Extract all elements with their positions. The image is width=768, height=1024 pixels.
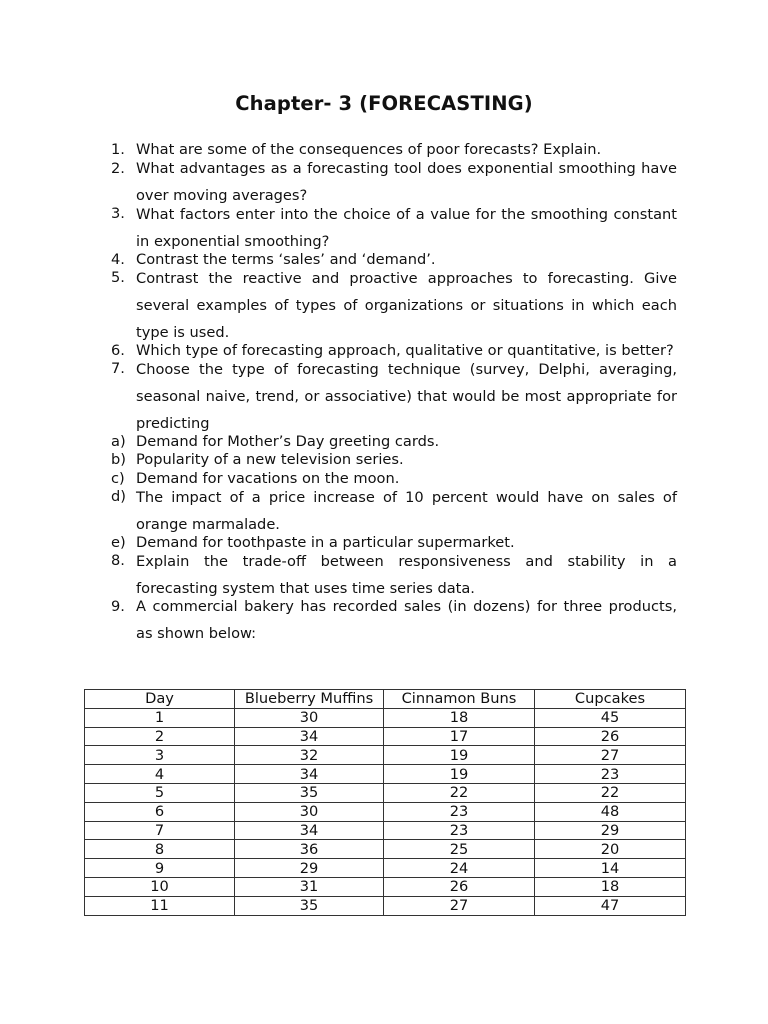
question-text: Contrast the terms ‘sales’ and ‘demand’. (136, 250, 436, 268)
table-row (85, 783, 686, 802)
question-number: 7. (111, 360, 125, 377)
cupcakes-cell: 20 (535, 840, 686, 859)
blueberry-muffins-cell: 35 (235, 783, 384, 802)
question-text: Choose the type of forecasting technique (survey, Delphi, averaging, seasonal naive, trend, or associative) that would be most appropriate for predicting (136, 360, 677, 432)
blueberry-muffins-cell: 29 (235, 859, 384, 878)
table-header-row (85, 690, 686, 709)
blueberry-muffins-cell: 34 (235, 765, 384, 784)
cinnamon-buns-cell: 23 (384, 821, 535, 840)
cinnamon-buns-cell: 26 (384, 877, 535, 896)
question-text: Contrast the reactive and proactive approaches to forecasting. Give several examples of types of organizations or situations in which each type is used. (136, 269, 677, 341)
question-number: 2. (111, 159, 125, 177)
question-number: 6. (111, 341, 125, 359)
table-row (85, 896, 686, 915)
day-cell: 5 (85, 783, 235, 802)
sub-question-letter: e) (111, 533, 126, 551)
blueberry-muffins-cell: 35 (235, 896, 384, 915)
sub-question-text: Demand for vacations on the moon. (136, 469, 400, 487)
sub-question-text: Popularity of a new television series. (136, 451, 404, 468)
blueberry-muffins-cell: 32 (235, 746, 384, 765)
cupcakes-cell: 23 (535, 765, 686, 784)
question-item (111, 269, 677, 342)
cinnamon-buns-cell: 25 (384, 840, 535, 859)
question-number: 5. (111, 269, 125, 286)
day-cell: 4 (85, 765, 235, 784)
cinnamon-buns-cell: 17 (384, 727, 535, 746)
table-row (85, 859, 686, 878)
blueberry-muffins-cell: 36 (235, 840, 384, 859)
cinnamon-buns-cell: 23 (384, 802, 535, 821)
blueberry-muffins-cell: 34 (235, 727, 384, 746)
column-header-day: Day (85, 690, 235, 709)
cupcakes-cell: 22 (535, 783, 686, 802)
question-number: 3. (111, 205, 125, 222)
column-header-blueberry-muffins: Blueberry Muffins (235, 690, 384, 709)
cinnamon-buns-cell: 22 (384, 783, 535, 802)
day-cell: 11 (85, 896, 235, 915)
question-text: Which type of forecasting approach, qualitative or quantitative, is better? (136, 342, 674, 360)
day-cell: 1 (85, 708, 235, 727)
question-text: What advantages as a forecasting tool does exponential smoothing have over moving averages? (136, 160, 677, 205)
question-number: 1. (111, 141, 125, 158)
cupcakes-cell: 27 (535, 746, 686, 765)
question-text: What are some of the consequences of poor forecasts? Explain. (136, 141, 602, 158)
question-number: 4. (111, 250, 125, 268)
cinnamon-buns-cell: 19 (384, 765, 535, 784)
cinnamon-buns-cell: 18 (384, 708, 535, 727)
column-header-cupcakes: Cupcakes (535, 690, 686, 709)
table-row (85, 708, 686, 727)
day-cell: 9 (85, 859, 235, 878)
table-row (85, 765, 686, 784)
question-text: A commercial bakery has recorded sales (in dozens) for three products, as shown below: (136, 598, 677, 643)
table-row (85, 840, 686, 859)
day-cell: 3 (85, 746, 235, 765)
question-item (111, 598, 677, 644)
table-row (85, 821, 686, 840)
question-text: What factors enter into the choice of a value for the smoothing constant in exponential smoothing? (136, 205, 677, 250)
day-cell: 2 (85, 727, 235, 746)
day-cell: 7 (85, 821, 235, 840)
cinnamon-buns-cell: 27 (384, 896, 535, 915)
blueberry-muffins-cell: 30 (235, 802, 384, 821)
cinnamon-buns-cell: 24 (384, 859, 535, 878)
blueberry-muffins-cell: 34 (235, 821, 384, 840)
bakery-sales-table (84, 689, 686, 916)
question-item (111, 160, 677, 206)
page-title: Chapter- 3 (FORECASTING) (235, 92, 533, 115)
day-cell: 8 (85, 840, 235, 859)
table-row (85, 746, 686, 765)
question-list (111, 141, 677, 643)
cupcakes-cell: 26 (535, 727, 686, 746)
cinnamon-buns-cell: 19 (384, 746, 535, 765)
table-row (85, 877, 686, 896)
table-row (85, 727, 686, 746)
sub-question-text: The impact of a price increase of 10 percent would have on sales of orange marmalade. (136, 488, 677, 533)
sub-question-letter: b) (111, 451, 126, 468)
cupcakes-cell: 14 (535, 859, 686, 878)
cupcakes-cell: 29 (535, 821, 686, 840)
blueberry-muffins-cell: 30 (235, 708, 384, 727)
blueberry-muffins-cell: 31 (235, 877, 384, 896)
question-number: 8. (111, 552, 125, 569)
sub-question-item (111, 433, 677, 452)
sub-question-text: Demand for toothpaste in a particular supermarket. (136, 533, 515, 551)
cupcakes-cell: 48 (535, 802, 686, 821)
sub-question-item (111, 451, 677, 470)
cupcakes-cell: 47 (535, 896, 686, 915)
table-row (85, 802, 686, 821)
question-item (111, 205, 677, 251)
sub-question-letter: c) (111, 469, 125, 487)
sub-question-text: Demand for Mother’s Day greeting cards. (136, 432, 440, 450)
question-item (111, 552, 677, 598)
day-cell: 10 (85, 877, 235, 896)
sub-question-letter: d) (111, 488, 126, 505)
cupcakes-cell: 18 (535, 877, 686, 896)
question-number: 9. (111, 597, 125, 615)
column-header-cinnamon-buns: Cinnamon Buns (384, 690, 535, 709)
question-text: Explain the trade-off between responsiveness and stability in a forecasting system that uses time series data. (136, 552, 677, 597)
day-cell: 6 (85, 802, 235, 821)
sub-question-item (111, 488, 677, 534)
cupcakes-cell: 45 (535, 708, 686, 727)
sub-question-letter: a) (111, 432, 126, 450)
question-item (111, 360, 677, 433)
